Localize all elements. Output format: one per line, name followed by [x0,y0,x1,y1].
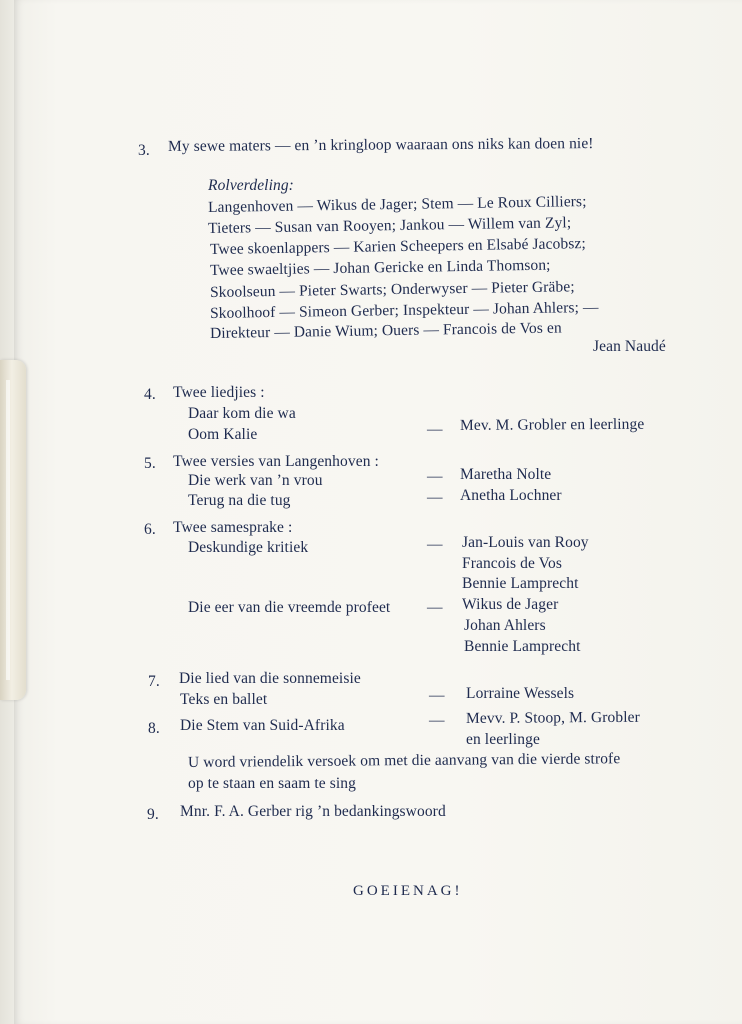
item-4-song-2: Oom Kalie [188,426,258,443]
item-5-dash-2: — [427,489,443,506]
item-5-poem-2: Terug na die tug [188,492,291,509]
item-8-title: Die Stem van Suid-Afrika [180,717,345,734]
item-6-performer-1a: Jan-Louis van Rooy [462,534,589,551]
item-3-title: My sewe maters — en ’n kringloop waaraan ons niks kan doen nie! [167,135,594,155]
item-6-dialogue-2: Die eer van die vreemde profeet [188,599,391,616]
item-6-dash-1: — [427,536,443,553]
item-6-title: Twee samesprake : [173,519,293,536]
item-4-number: 4. [144,386,156,403]
item-5-performer-1: Maretha Nolte [460,466,552,483]
item-6-performer-2c: Bennie Lamprecht [464,638,581,655]
item-8-number: 8. [148,720,160,737]
cast-line-2: Tieters — Susan van Rooyen; Jankou — Willem van Zyl; [207,214,572,237]
item-8-dash: — [429,712,445,729]
item-6-performer-2a: Wikus de Jager [462,596,559,613]
item-5-number: 5. [144,455,156,472]
item-7-subtitle: Teks en ballet [180,691,268,708]
cast-line-8: Jean Naudé [593,338,666,355]
item-3-number: 3. [138,142,150,159]
item-5-poem-1: Die werk van ’n vrou [188,472,323,489]
item-6-dialogue-1: Deskundige kritiek [188,539,309,556]
item-4-title: Twee liedjies : [173,384,265,401]
cast-line-6: Skoolhoof — Simeon Gerber; Inspekteur — Johan Ahlers; — [209,298,599,322]
item-9-title: Mnr. F. A. Gerber rig ’n bedankingswoord [180,803,446,820]
binding-ribbon [0,360,26,700]
item-5-title: Twee versies van Langenhoven : [173,453,379,470]
item-8-note-line-2: op te staan en saam te sing [188,775,356,792]
item-4-performer: Mev. M. Grobler en leerlinge [459,415,645,434]
item-6-dash-2: — [427,599,443,616]
item-6-performer-2b: Johan Ahlers [464,617,546,634]
item-9-number: 9. [147,806,159,823]
item-7-performer: Lorraine Wessels [466,685,575,702]
cast-line-4: Twee swaeltjies — Johan Gericke en Linda Thomson; [209,256,551,279]
cast-line-1: Langenhoven — Wikus de Jager; Stem — Le Roux Cilliers; [207,193,587,216]
item-6-performer-1b: Francois de Vos [462,555,562,572]
item-8-performer-line-2: en leerlinge [466,731,540,748]
item-5-performer-2: Anetha Lochner [460,487,562,504]
item-7-title: Die lied van die sonnemeisie [179,670,361,687]
item-8-performer-line-1: Mevv. P. Stoop, M. Grobler [465,708,640,727]
closing-text: GOEIENAG! [353,883,463,899]
item-6-number: 6. [144,521,156,538]
item-8-note-line-1: U word vriendelik versoek om met die aanvang van die vierde strofe [187,750,621,771]
item-7-number: 7. [148,673,160,690]
cast-line-5: Skoolseun — Pieter Swarts; Onderwyser — Pieter Gräbe; [209,278,575,301]
cast-line-3: Twee skoenlappers — Karien Scheepers en Elsabé Jacobsz; [209,235,586,258]
item-6-performer-1c: Bennie Lamprecht [462,575,579,592]
cast-heading: Rolverdeling: [208,177,294,194]
cast-line-7: Direkteur — Danie Wium; Ouers — Francois de Vos en [209,319,562,342]
item-7-dash: — [429,687,445,704]
item-5-dash-1: — [427,468,443,485]
item-4-dash: — [427,421,443,438]
item-4-song-1: Daar kom die wa [188,405,296,422]
